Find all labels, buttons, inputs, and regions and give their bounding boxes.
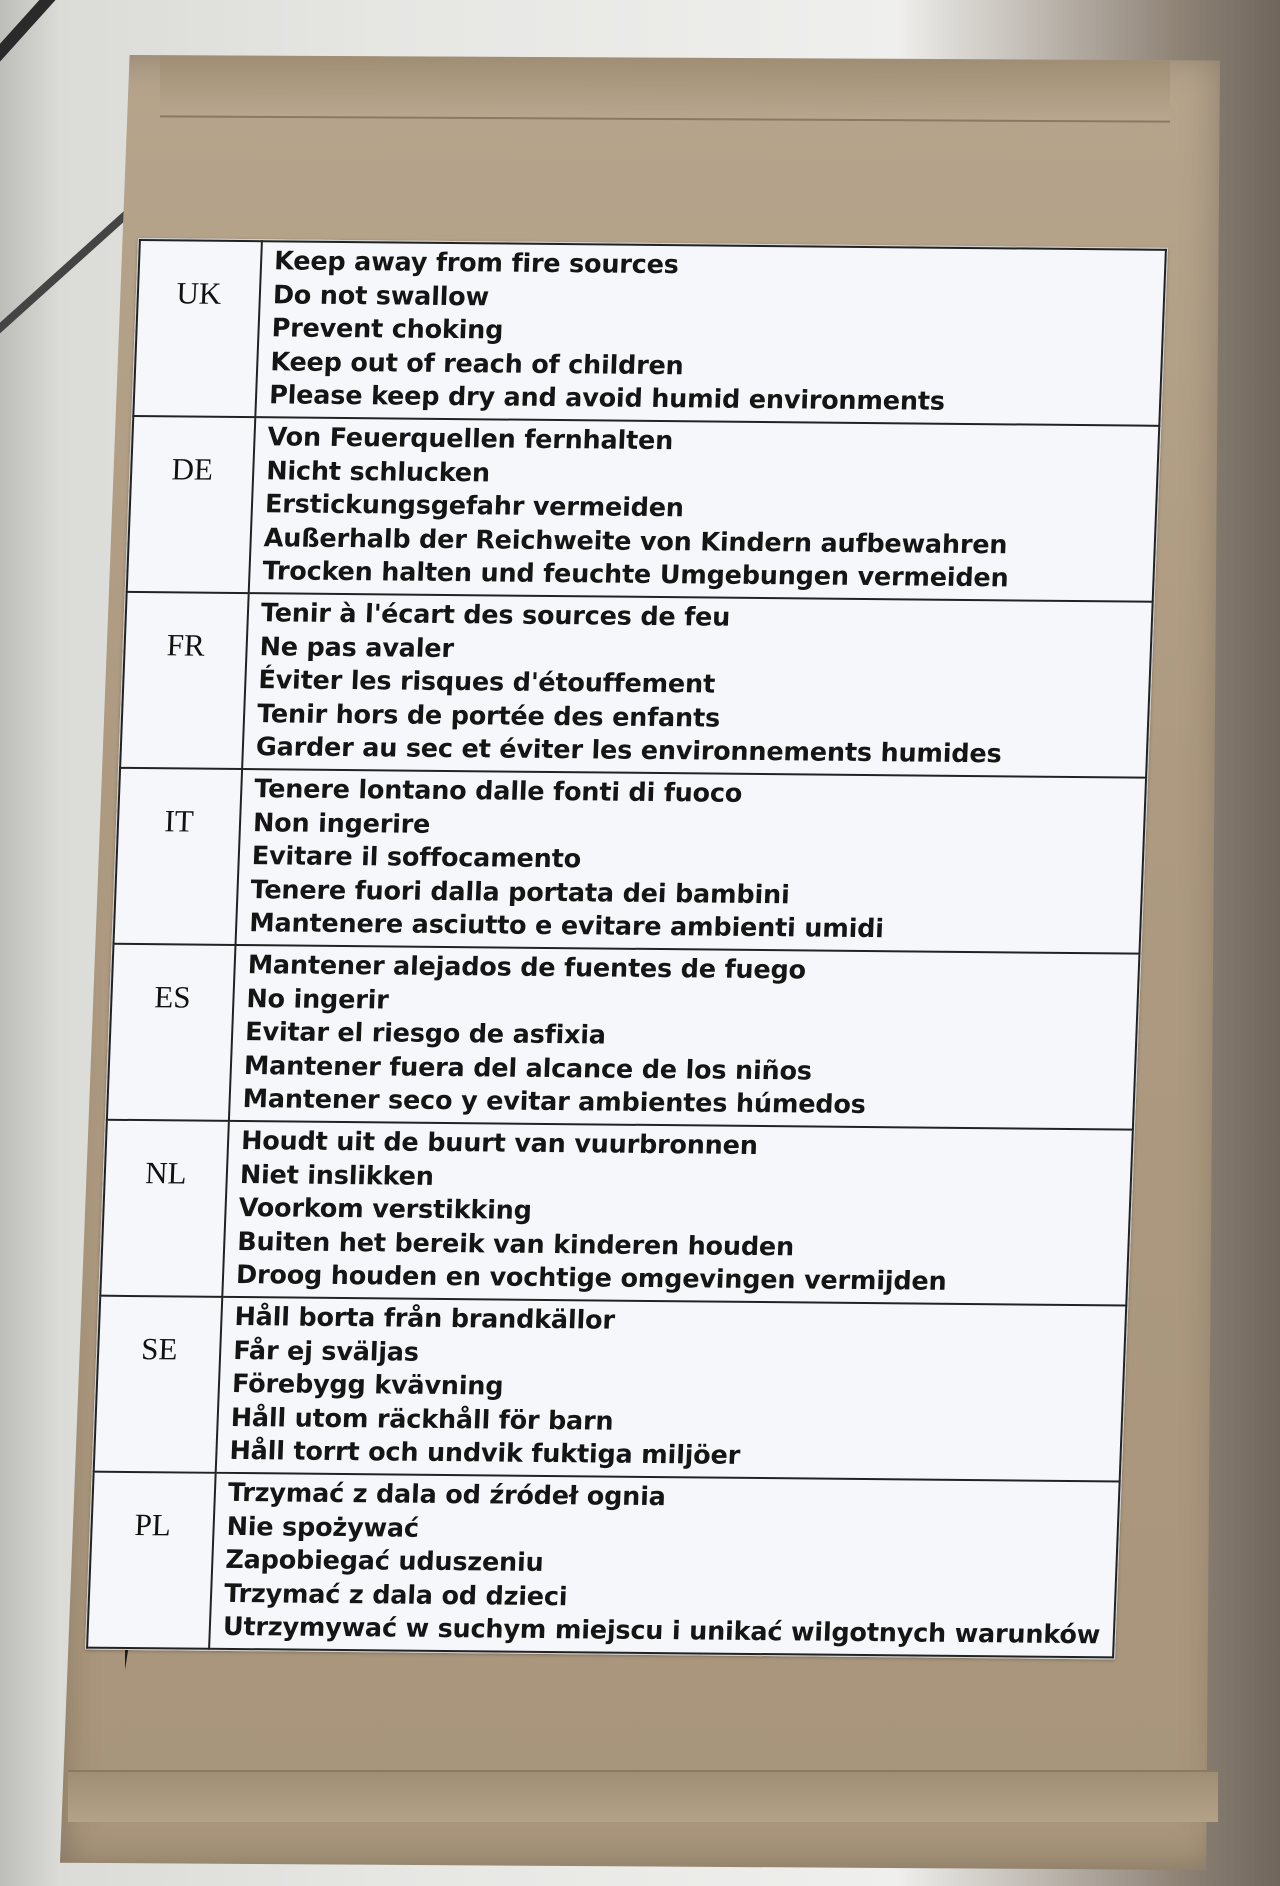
warning-line: Mantener seco y evitar ambientes húmedos	[242, 1084, 867, 1121]
language-row-se	[94, 1296, 1127, 1482]
warning-line: Éviter les risques d'étouffement	[257, 665, 716, 700]
language-row-pl	[87, 1472, 1120, 1658]
warning-line: Buiten het bereik van kinderen houden	[236, 1226, 795, 1263]
warning-line: Trzymać z dala od dzieci	[223, 1578, 568, 1612]
warning-line: Förebygg kvävning	[231, 1369, 504, 1402]
warning-line: Mantener fuera del alcance de los niños	[243, 1050, 813, 1087]
language-code: NL	[100, 1120, 229, 1297]
warning-line: Keep away from fire sources	[273, 246, 680, 281]
warning-line: Evitar el riesgo de asfixia	[244, 1017, 607, 1051]
warning-line: Nicht schlucken	[265, 455, 491, 489]
warning-lines	[235, 769, 1146, 954]
warning-line: Trzymać z dala od źródeł ognia	[227, 1478, 667, 1513]
warning-line: Außerhalb der Reichweite von Kindern aufbewahren	[263, 522, 1008, 561]
warning-lines	[216, 1297, 1127, 1482]
warning-line: Mantenere asciutto e evitare ambienti umidi	[248, 908, 885, 945]
language-code: UK	[133, 240, 262, 417]
warning-line: Tenere fuori dalla portata dei bambini	[250, 874, 791, 911]
warning-line: Zapobiegać uduszeniu	[224, 1545, 545, 1579]
warning-line: Utrzymywać w suchym miejscu i unikać wilgotnych warunków	[222, 1612, 1101, 1651]
language-row-de	[127, 416, 1160, 602]
warning-lines	[229, 945, 1140, 1130]
warning-line: Do not swallow	[272, 280, 490, 313]
warning-line: Tenir hors de portée des enfants	[256, 698, 721, 734]
warning-table	[86, 239, 1167, 1658]
warning-line: Tenir à l'écart des sources de feu	[260, 598, 731, 633]
warning-lines	[255, 241, 1166, 426]
warning-line: Garder au sec et éviter les environnements humides	[255, 732, 1003, 770]
language-row-es	[107, 944, 1140, 1130]
warning-line: Mantener alejados de fuentes de fuego	[247, 950, 807, 986]
warning-line: Prevent choking	[271, 313, 504, 346]
warning-line: Nie spożywać	[226, 1511, 420, 1544]
warning-line: Får ej sväljas	[232, 1335, 420, 1368]
language-code: SE	[94, 1296, 223, 1473]
language-code: DE	[127, 416, 256, 593]
warning-line: Voorkom verstikking	[238, 1193, 533, 1227]
warning-line: Non ingerire	[252, 807, 431, 840]
box-bottom-flap	[68, 1770, 1218, 1822]
warning-lines	[249, 417, 1160, 602]
language-code: ES	[107, 944, 236, 1121]
warning-line: Evitare il soffocamento	[251, 841, 582, 875]
language-row-nl	[100, 1120, 1133, 1306]
warning-line: Håll borta från brandkällor	[233, 1302, 616, 1336]
warning-line: Håll utom räckhåll för barn	[230, 1402, 614, 1437]
box-top-flap	[160, 55, 1170, 122]
language-code: IT	[114, 768, 243, 945]
warning-line: Håll torrt och undvik fuktiga miljöer	[228, 1436, 741, 1472]
warning-lines	[222, 1121, 1133, 1306]
warning-lines	[209, 1473, 1120, 1658]
warning-label	[85, 238, 1168, 1659]
warning-line: Droog houden en vochtige omgevingen vermijden	[235, 1260, 948, 1298]
language-row-fr	[120, 592, 1153, 778]
warning-lines	[242, 593, 1153, 778]
warning-line: Von Feuerquellen fernhalten	[266, 422, 674, 457]
warning-line: No ingerir	[245, 983, 390, 1016]
warning-line: Houdt uit de buurt van vuurbronnen	[240, 1126, 759, 1162]
language-row-uk	[133, 240, 1166, 426]
language-code: FR	[120, 592, 249, 769]
warning-line: Niet inslikken	[239, 1159, 435, 1192]
warning-line: Please keep dry and avoid humid environments	[268, 380, 946, 417]
warning-line: Ne pas avaler	[259, 631, 455, 664]
warning-line: Tenere lontano dalle fonti di fuoco	[253, 774, 743, 810]
language-row-it	[114, 768, 1147, 954]
language-code: PL	[87, 1472, 216, 1649]
warning-line: Erstickungsgefahr vermeiden	[264, 489, 685, 524]
warning-line: Keep out of reach of children	[269, 347, 685, 381]
warning-line: Trocken halten und feuchte Umgebungen vermeiden	[261, 556, 1010, 594]
